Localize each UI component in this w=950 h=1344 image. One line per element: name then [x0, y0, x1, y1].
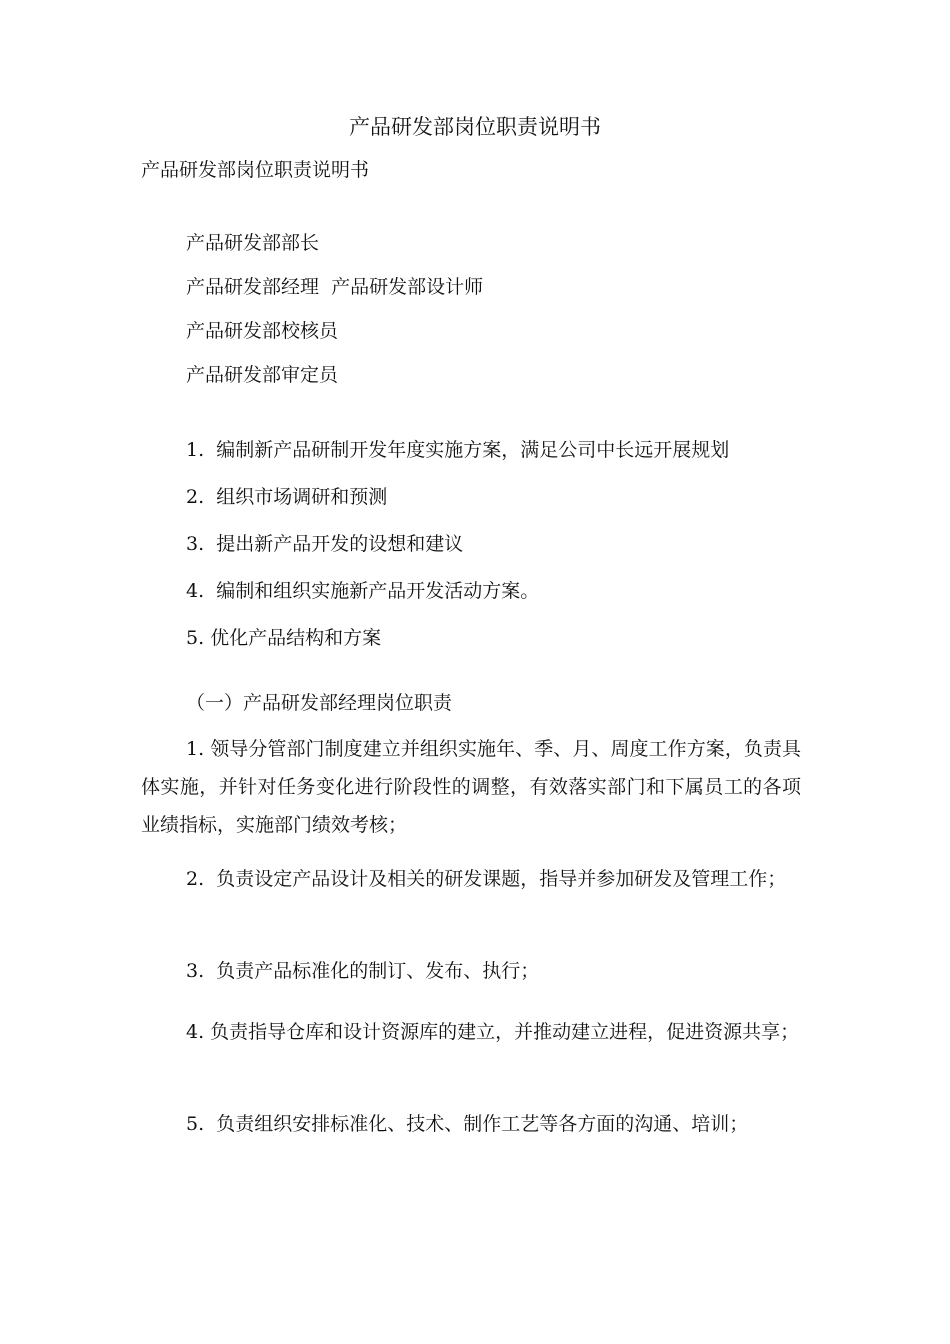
manager-duty-1: 1. 领导分管部门制度建立并组织实施年、季、月、周度工作方案，负责具体实施，并针对任务变化进行阶段性的调整，有效落实部门和下属员工的各项业绩指标，实施部门绩效考核；	[141, 738, 801, 836]
document-title: 产品研发部岗位职责说明书	[349, 115, 601, 139]
position-item-3: 产品研发部校核员	[186, 320, 339, 342]
position-item-4: 产品研发部审定员	[186, 364, 339, 386]
manager-duty-4: 4. 负责指导仓库和设计资源库的建立，并推动建立进程，促进资源共享；	[186, 1021, 800, 1043]
document-subtitle: 产品研发部岗位职责说明书	[141, 159, 370, 181]
manager-section-heading: （一）产品研发部经理岗位职责	[186, 692, 453, 714]
position-item-1: 产品研发部部长	[186, 232, 320, 254]
manager-duty-2: 2. 负责设定产品设计及相关的研发课题，指导并参加研发及管理工作；	[186, 868, 787, 890]
manager-duty-5: 5. 负责组织安排标准化、技术、制作工艺等各方面的沟通、培训；	[186, 1113, 749, 1135]
manager-duty-3: 3. 负责产品标准化的制订、发布、执行；	[186, 960, 540, 982]
duty-item-4: 4. 编制和组织实施新产品开发活动方案。	[186, 580, 540, 602]
duty-item-2: 2. 组织市场调研和预测	[186, 486, 388, 508]
duty-item-3: 3. 提出新产品开发的设想和建议	[186, 533, 464, 555]
duty-item-1: 1. 编制新产品研制开发年度实施方案，满足公司中长远开展规划	[186, 439, 730, 461]
position-item-2: 产品研发部经理 产品研发部设计师	[186, 276, 484, 298]
duty-item-5: 5. 优化产品结构和方案	[186, 627, 382, 649]
